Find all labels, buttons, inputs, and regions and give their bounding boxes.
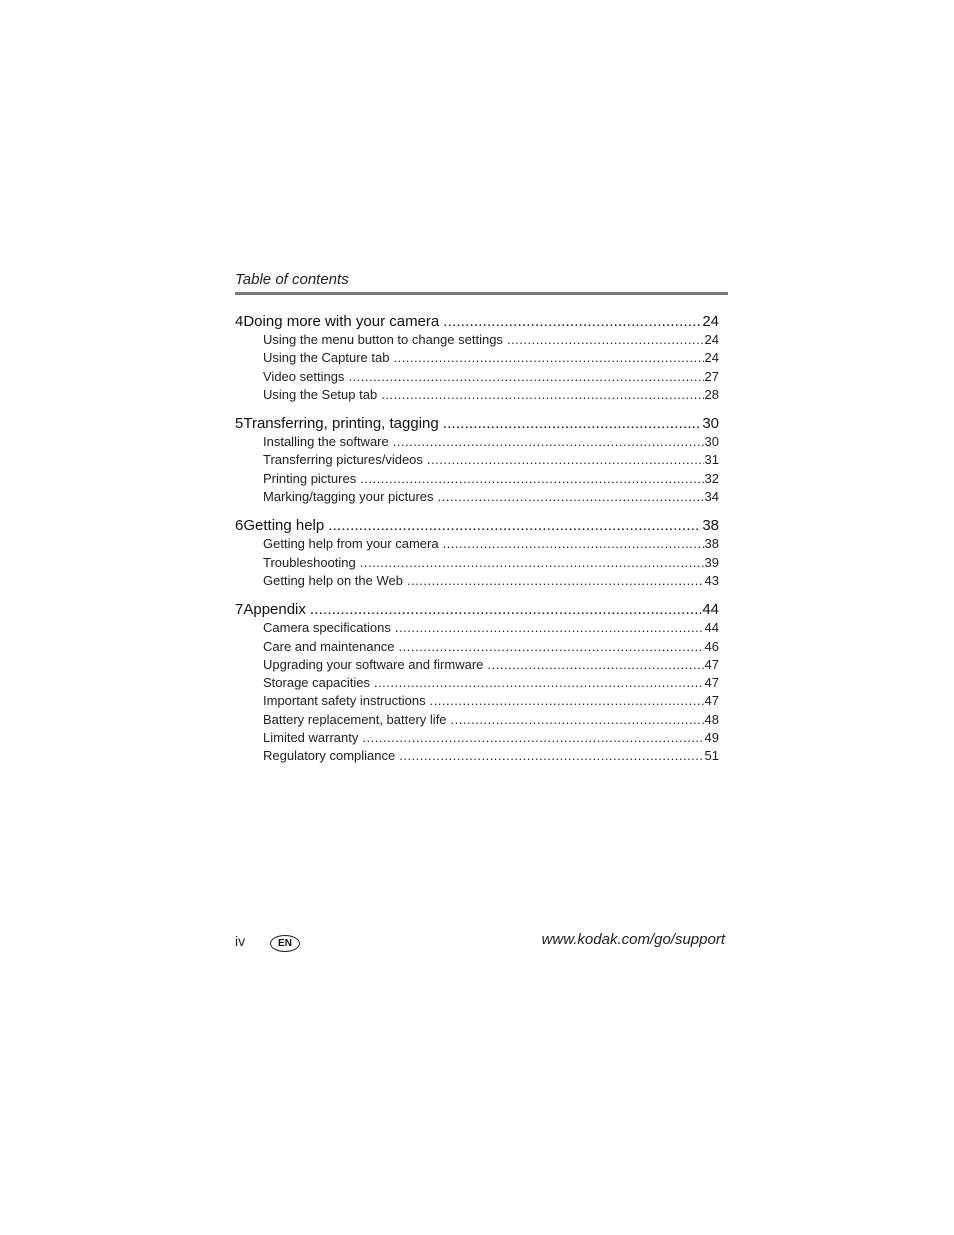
toc-section-entry[interactable] (235, 433, 719, 451)
dot-leader (310, 600, 701, 619)
section-title: Using the menu button to change settings (263, 332, 503, 347)
chapter-title: Transferring, printing, tagging (243, 415, 439, 433)
toc-section-entry[interactable] (235, 368, 719, 386)
section-page: 24 (704, 332, 719, 347)
toc-section-entry[interactable] (235, 349, 719, 367)
section-page: 24 (704, 350, 719, 366)
footer-support-url[interactable]: www.kodak.com/go/support (541, 931, 725, 948)
toc-section-entry[interactable] (235, 554, 719, 572)
chapter-page: 24 (702, 313, 719, 330)
section-page: 27 (704, 368, 719, 384)
toc-section-entry[interactable] (235, 488, 719, 506)
chapter-title: Appendix (243, 601, 306, 619)
section-title: Limited warranty (263, 730, 359, 746)
toc-chapter-7 (235, 600, 719, 765)
language-badge-icon: EN (270, 935, 300, 952)
section-page: 51 (704, 748, 719, 764)
table-of-contents (235, 312, 719, 766)
section-title: Transferring pictures/videos (263, 452, 423, 468)
section-title: Upgrading your software and firmware (263, 656, 484, 672)
section-title: Regulatory compliance (263, 748, 396, 764)
section-page: 47 (704, 656, 719, 672)
footer-page-number: iv (235, 933, 246, 949)
section-title: Installing the software (263, 434, 389, 450)
dot-leader (451, 711, 704, 729)
dot-leader (430, 692, 704, 710)
toc-section-entry[interactable] (235, 747, 719, 765)
section-title: Care and maintenance (263, 638, 395, 654)
section-page: 49 (704, 730, 719, 746)
toc-chapter-6 (235, 516, 719, 590)
toc-section-entry[interactable] (235, 638, 719, 656)
section-title: Camera specifications (263, 620, 391, 636)
chapter-page: 44 (702, 601, 719, 619)
dot-leader (438, 488, 704, 506)
chapter-page: 30 (702, 415, 719, 433)
chapter-number: 4 (235, 313, 244, 330)
section-page: 43 (704, 572, 719, 588)
toc-chapter-4 (235, 312, 719, 404)
dot-leader (393, 433, 704, 451)
dot-leader (362, 729, 703, 747)
dot-leader (487, 656, 703, 674)
toc-section-entry[interactable] (235, 470, 719, 488)
toc-section-entry[interactable] (235, 692, 719, 710)
section-page: 32 (704, 470, 719, 486)
toc-section-entry[interactable] (235, 619, 719, 637)
section-page: 44 (704, 620, 719, 636)
section-page: 39 (704, 554, 719, 570)
chapter-title: Getting help (243, 517, 325, 535)
section-title: Important safety instructions (263, 693, 426, 709)
toc-section-entry[interactable] (235, 729, 719, 747)
dot-leader (399, 638, 704, 656)
section-title: Printing pictures (263, 470, 357, 486)
section-page: 30 (704, 434, 719, 450)
section-page: 47 (704, 693, 719, 709)
dot-leader (507, 331, 704, 349)
dot-leader (374, 674, 704, 692)
toc-chapter-entry[interactable] (235, 312, 719, 331)
toc-section-entry[interactable] (235, 656, 719, 674)
dot-leader (360, 554, 704, 572)
chapter-number: 6 (235, 517, 244, 535)
toc-chapter-entry[interactable] (235, 516, 719, 535)
section-page: 31 (704, 452, 719, 468)
dot-leader (443, 312, 701, 331)
toc-chapter-5 (235, 414, 719, 506)
toc-section-entry[interactable] (235, 386, 719, 404)
dot-leader (360, 470, 703, 488)
chapter-number: 7 (235, 601, 244, 619)
toc-section-entry[interactable] (235, 535, 719, 553)
header-divider (235, 292, 728, 295)
dot-leader (407, 572, 704, 590)
dot-leader (443, 414, 702, 433)
section-title: Battery replacement, battery life (263, 711, 447, 727)
dot-leader (381, 386, 703, 404)
toc-section-entry[interactable] (235, 711, 719, 729)
dot-leader (395, 619, 704, 637)
section-title: Storage capacities (263, 675, 370, 691)
chapter-title: Doing more with your camera (243, 313, 440, 330)
section-title: Getting help from your camera (263, 536, 439, 552)
dot-leader (328, 516, 701, 535)
dot-leader (443, 535, 704, 553)
toc-section-entry[interactable] (235, 451, 719, 469)
section-title: Using the Capture tab (263, 350, 390, 366)
page-header-title: Table of contents (235, 271, 349, 288)
section-page: 47 (704, 675, 719, 691)
section-page: 28 (704, 386, 719, 402)
chapter-page: 38 (702, 517, 719, 535)
section-title: Marking/tagging your pictures (263, 489, 434, 505)
dot-leader (393, 349, 703, 367)
section-title: Video settings (263, 368, 345, 384)
dot-leader (348, 368, 703, 386)
section-page: 48 (704, 711, 719, 727)
dot-leader (399, 747, 703, 765)
toc-chapter-entry[interactable] (235, 600, 719, 619)
toc-section-entry[interactable] (235, 674, 719, 692)
section-title: Troubleshooting (263, 554, 356, 570)
section-page: 38 (704, 536, 719, 552)
toc-section-entry[interactable] (235, 331, 719, 349)
toc-section-entry[interactable] (235, 572, 719, 590)
toc-chapter-entry[interactable] (235, 414, 719, 433)
section-title: Getting help on the Web (263, 572, 403, 588)
section-title: Using the Setup tab (263, 386, 378, 402)
section-page: 46 (704, 638, 719, 654)
dot-leader (427, 451, 704, 469)
section-page: 34 (704, 489, 719, 505)
chapter-number: 5 (235, 415, 244, 433)
